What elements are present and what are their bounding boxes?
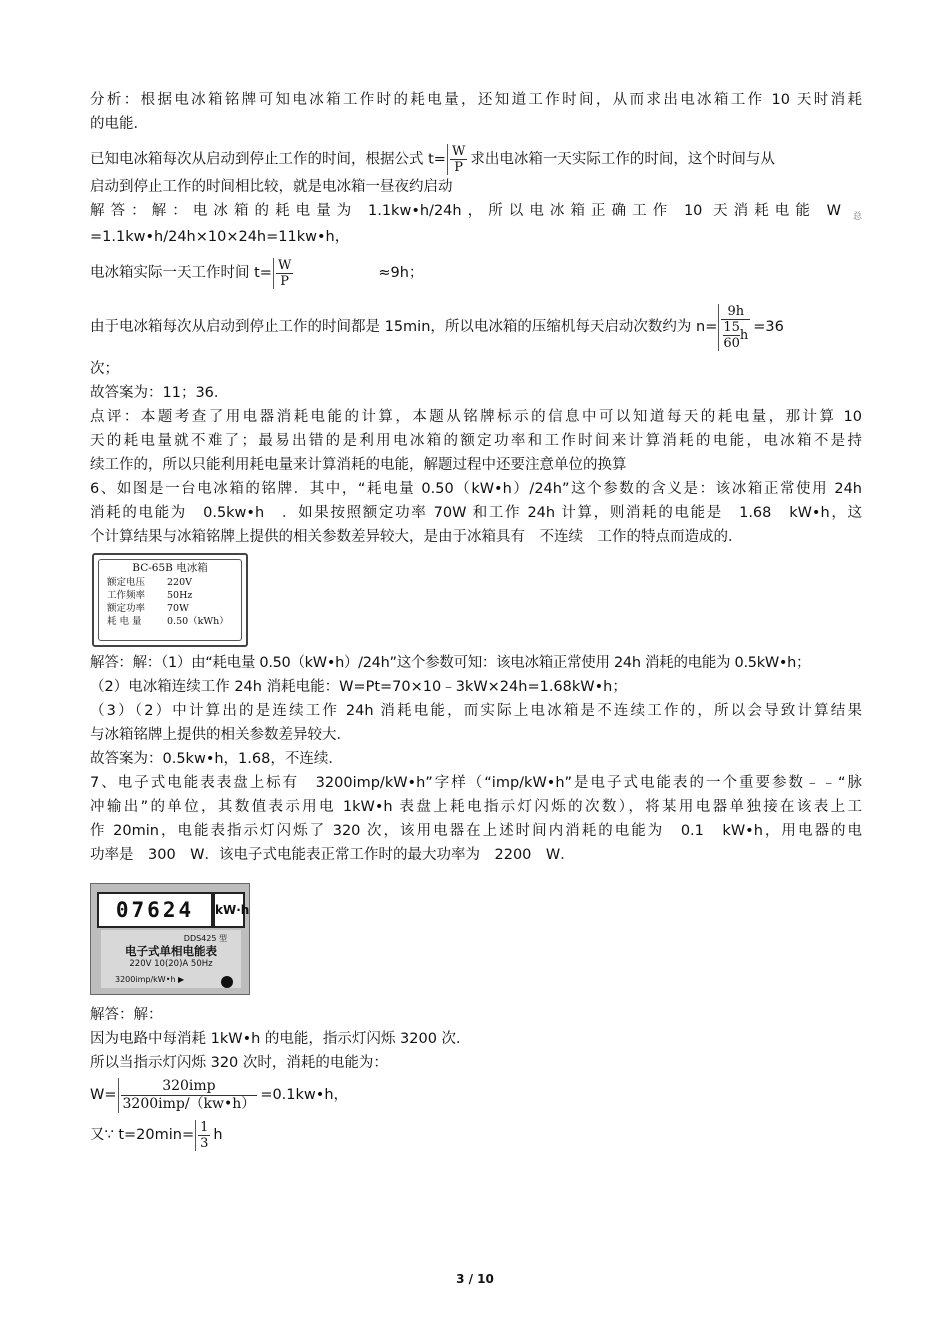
meter-digits: 07624: [97, 892, 213, 928]
nameplate-row: 耗 电 量 0.50（kWh）: [107, 616, 229, 627]
analysis-line-2: 的电能．: [90, 116, 148, 132]
q6-answer-line-3: （3）（2）中计算出的是连续工作 24h 消耗电能，而实际上电冰箱是不连续工作的，所以会导致计算结果: [90, 703, 862, 719]
comment-line-1: 点评：本题考查了用电器消耗电能的计算，本题从铭牌标示的信息中可以知道每天的耗电量，那计算 10: [90, 409, 862, 425]
nameplate-title: BC-65B 电冰箱: [132, 562, 208, 574]
question-7-line-2: 冲输出”的单位，其数值表示用电 1kW•h 表盘上耗电指示灯闪烁的次数），将某用电器单独接在该表上工: [90, 799, 862, 815]
q7-answer-line-5: 又∵ t=20min= $\frac{1}{3}$ h: [90, 1119, 223, 1151]
page-number: 3 / 10: [456, 1272, 494, 1286]
meter-label: DDS425 型 电子式单相电能表 220V 10(20)A 50Hz 3200imp/kW•h ▶: [101, 930, 241, 988]
final-answer-1: 故答案为：11；36．: [90, 385, 229, 401]
q6-answer-line-1: 解答：解：（1）由“耗电量 0.50（kW•h）/24h”这个参数可知：该电冰箱正常使用 24h 消耗的电能为 0.5kW•h；: [90, 655, 811, 671]
question-7-line-4: 功率是 300 W．该电子式电能表正常工作时的最大功率为 2200 W．: [90, 847, 575, 863]
formula-n: 9h $\frac{15}{60}$ h: [718, 304, 752, 351]
nameplate-row: 额定电压 220V: [107, 577, 192, 588]
q7-answer-line-1: 解答：解：: [90, 1007, 163, 1023]
q6-answer-line-4: 与冰箱铭牌上提供的相关参数差异较大．: [90, 727, 351, 743]
question-7-line-1: 7、电子式电能表表盘上标有 3200imp/kW•h”字样（“imp/kW•h”是电子式电能表的一个重要参数﹣﹣“脉: [90, 775, 862, 791]
electric-meter-image: [90, 883, 250, 995]
indicator-light-icon: [221, 976, 233, 988]
question-7-line-3: 作 20min，电能表指示灯闪烁了 320 次，该用电器在上述时间内消耗的电能为 0.1 kW•h，用电器的电: [90, 823, 862, 839]
q6-final-answer: 故答案为：0.5kw•h，1.68，不连续．: [90, 751, 343, 767]
document-page: [90, 88, 862, 1155]
question-6-line-3: 个计算结果与冰箱铭牌上提供的相关参数差异较大，是由于冰箱具有 不连续 工作的特点而造成的．: [90, 529, 743, 545]
analysis-line-4: 启动到停止工作的时间相比较，就是电冰箱一昼夜约启动: [90, 179, 453, 195]
comment-line-2: 天的耗电量就不难了；最易出错的是利用电冰箱的额定功率和工作时间来计算消耗的电能，电冰箱不是持: [90, 433, 862, 449]
question-6-line-2: 消耗的电能为 0.5kw•h ．如果按照额定功率 70W 和工作 24h 计算，则消耗的电能是 1.68 kW•h，这: [90, 505, 862, 521]
formula-t: $\frac{W}{P}$: [273, 258, 295, 289]
answer-line-4: 由于电冰箱每次从启动到停止工作的时间都是 15min，所以电冰箱的压缩机每天启动次数约为 n= 9h $\frac{15}{60}$ h =36: [90, 303, 784, 351]
question-6-line-1: 6、如图是一台电冰箱的铭牌．其中，“耗电量 0.50（kW•h）/24h”这个参数的含义是：该冰箱正常使用 24h: [90, 481, 862, 497]
nameplate-row: 工作频率 50Hz: [107, 590, 193, 601]
answer-line-3: 电冰箱实际一天工作时间 t= $\frac{W}{P}$ ≈9h；: [90, 257, 424, 289]
q7-answer-line-4: W= $\frac{\text{320imp}}{\text{3200imp/（kw•h）}}$ =0.1kw•h，: [90, 1077, 349, 1112]
q7-answer-line-3: 所以当指示灯闪烁 320 次时，消耗的电能为：: [90, 1055, 388, 1071]
q6-answer-line-2: （2）电冰箱连续工作 24h 消耗电能：W=Pt=70×10﹣3kW×24h=1.68kW•h；: [90, 679, 627, 695]
formula-one-third: $\frac{1}{3}$: [195, 1120, 212, 1151]
answer-line-1: 解答：解：电冰箱的耗电量为 1.1kw•h/24h，所以电冰箱正确工作 10 天消耗电能 W $_总$: [90, 203, 862, 222]
nameplate-row: 额定功率 70W: [107, 603, 189, 614]
q7-answer-line-2: 因为电路中每消耗 1kW•h 的电能，指示灯闪烁 3200 次．: [90, 1031, 471, 1047]
meter-unit: kW·h: [213, 892, 245, 928]
comment-line-3: 续工作的，所以只能利用耗电量来计算消耗的电能，解题过程中还要注意单位的换算: [90, 457, 627, 473]
analysis-line-3: 已知电冰箱每次从启动到停止工作的时间，根据公式 t= $\frac{W}{P}$ 求出电冰箱一天实际工作的时间，这个时间与从: [90, 144, 775, 175]
formula-w-over-p: $\frac{W}{P}$: [447, 144, 469, 175]
analysis-line-1: 分析：根据电冰箱铭牌可知电冰箱工作时的耗电量，还知道工作时间，从而求出电冰箱工作 10 天时消耗: [90, 92, 862, 108]
answer-line-2: =1.1kw•h/24h×10×24h=11kw•h，: [90, 229, 350, 245]
formula-w: $\frac{\text{320imp}}{\text{3200imp/（kw•h）}}$: [118, 1078, 260, 1113]
answer-line-5: 次；: [90, 361, 119, 377]
fridge-nameplate-image: [92, 553, 248, 647]
